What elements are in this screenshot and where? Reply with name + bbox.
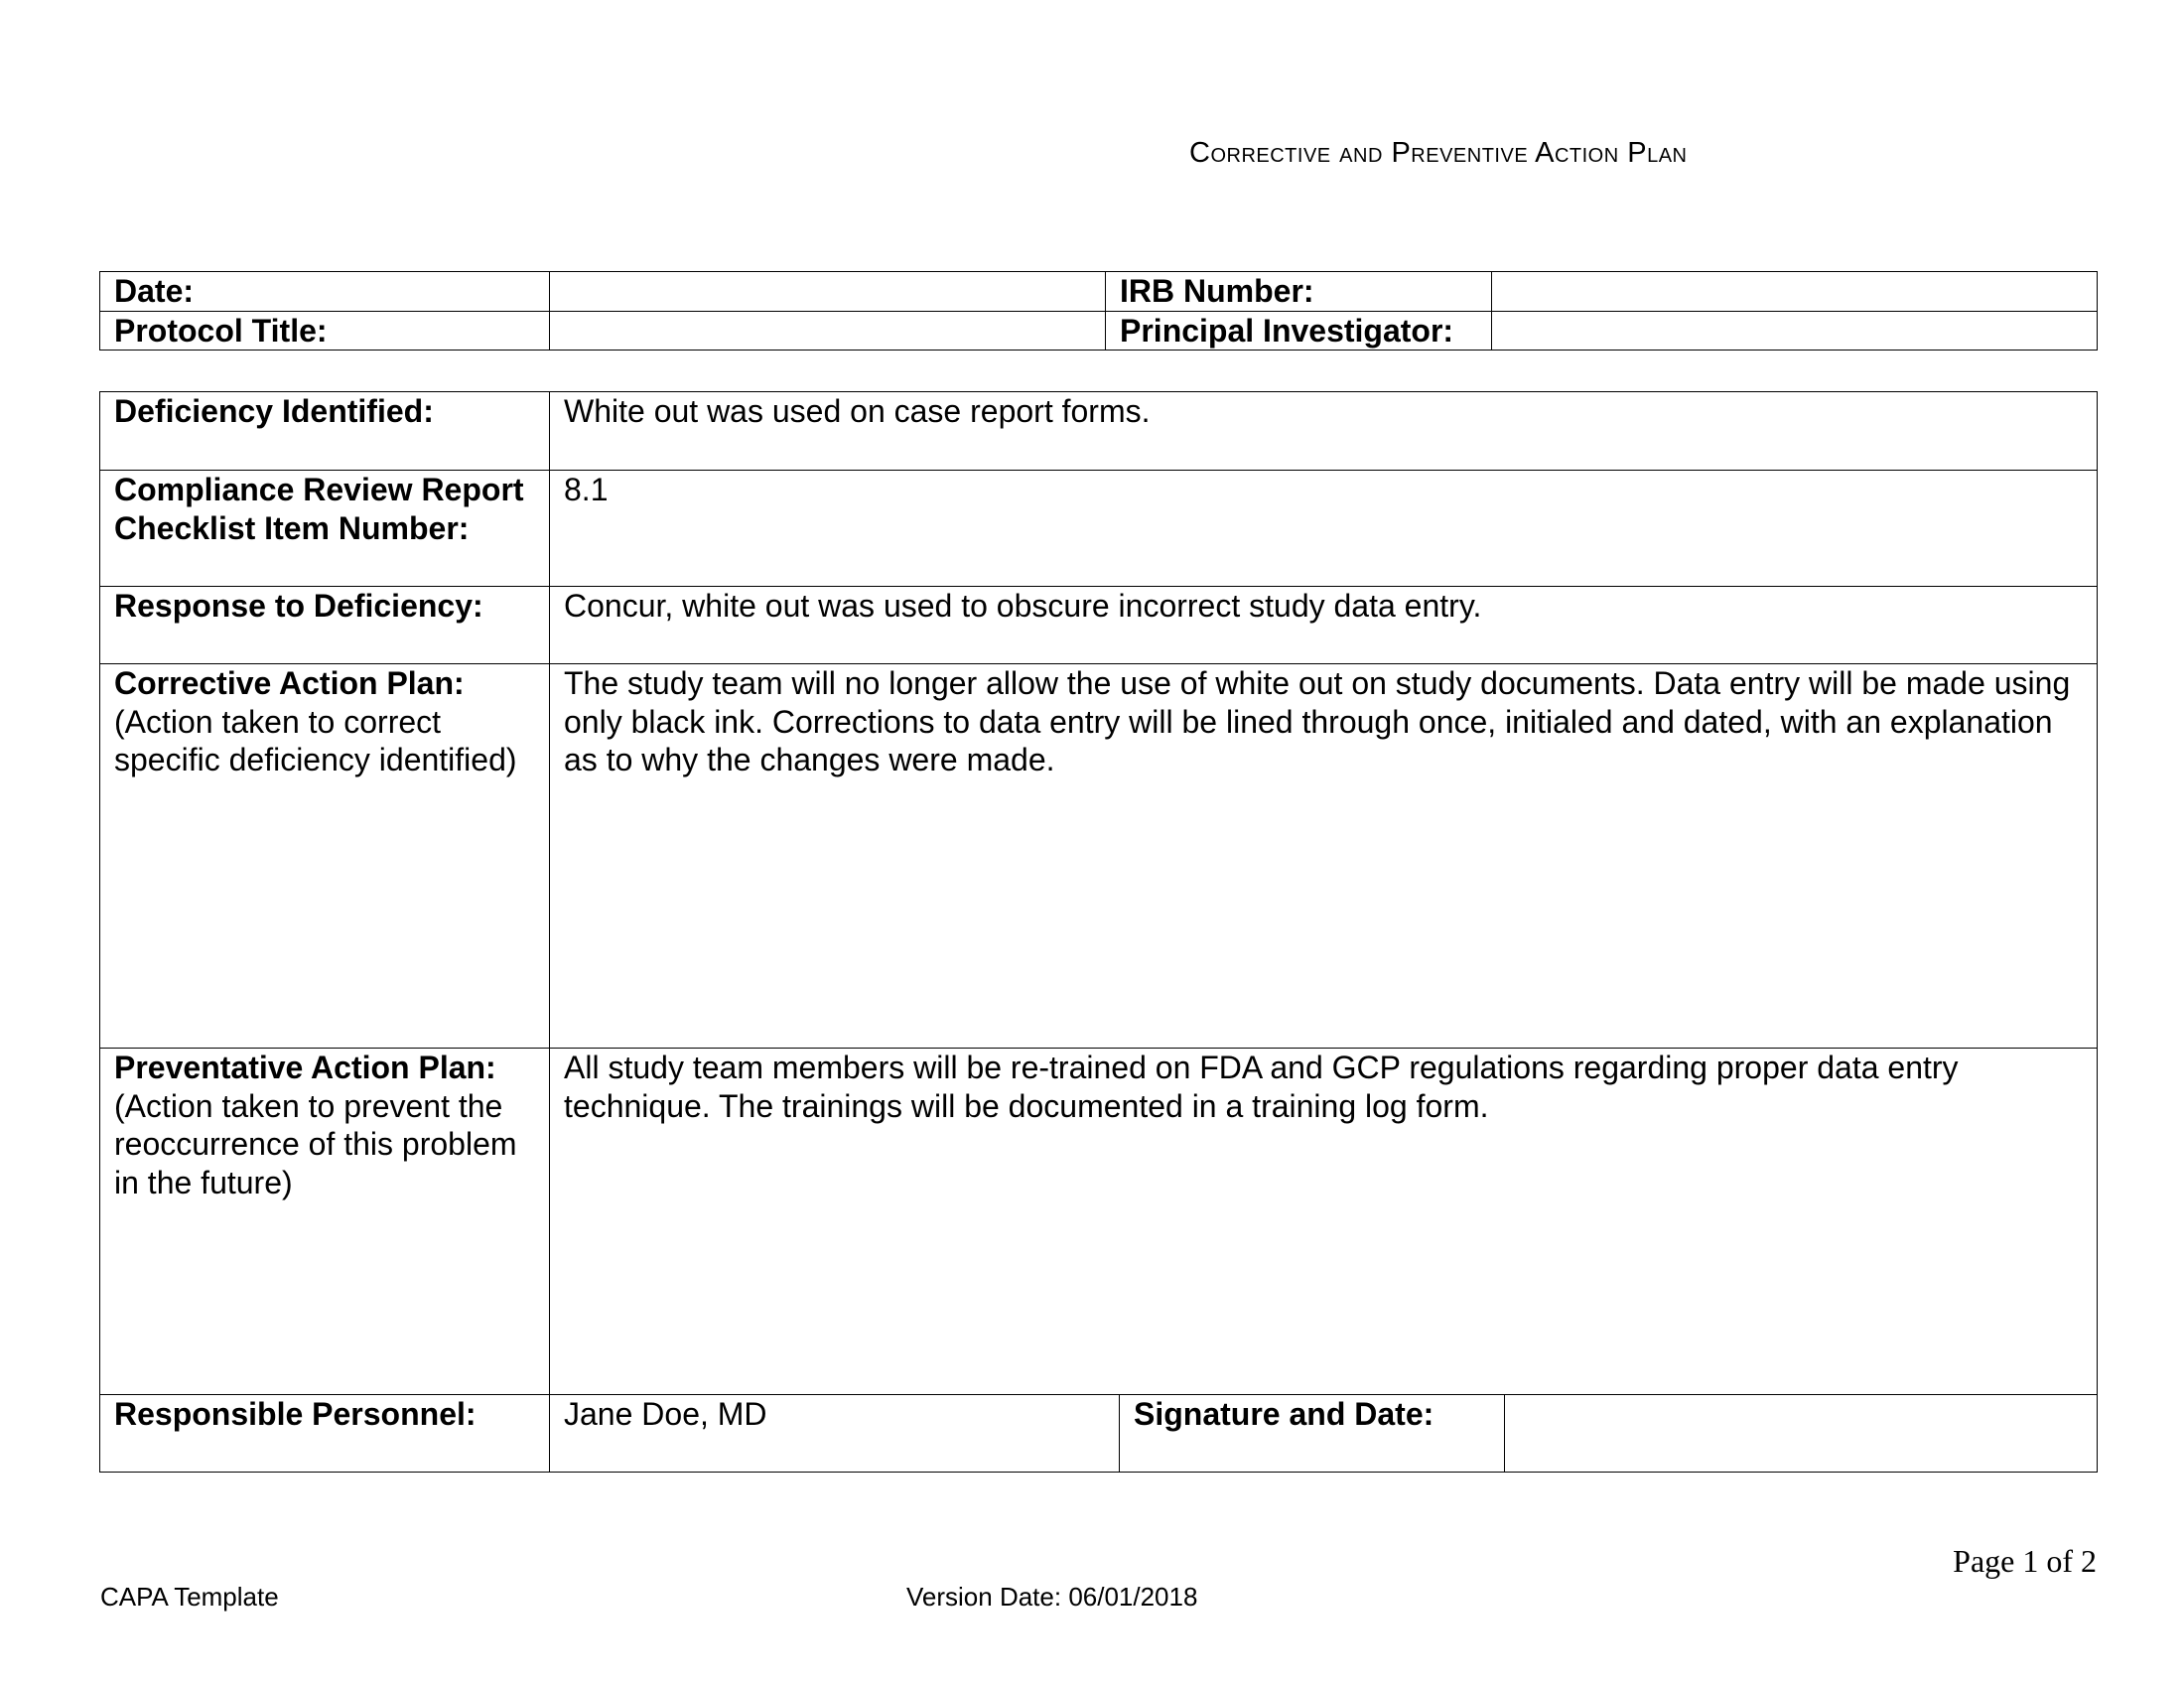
preventative-value[interactable]: All study team members will be re-trained on FDA and GCP regulations regarding proper data entry technique. The trainings will be documented in a training log form.	[550, 1049, 2098, 1395]
deficiency-value[interactable]: White out was used on case report forms.	[550, 392, 2098, 471]
document-title: Corrective and Preventive Action Plan	[1189, 137, 1688, 169]
corrective-label: Corrective Action Plan:	[114, 665, 465, 701]
preventative-label-cell	[100, 1049, 550, 1395]
row-corrective	[100, 664, 2098, 1049]
corrective-value[interactable]: The study team will no longer allow the use of white out on study documents. Data entry will be made using only black ink. Corrections to data entry will be lined through once, initialed and dated, with an explanation as to why the changes were made.	[550, 664, 2098, 1049]
footer-template-name: CAPA Template	[100, 1582, 279, 1612]
principal-investigator-label: Principal Investigator:	[1106, 311, 1492, 351]
corrective-label-cell	[100, 664, 550, 1049]
protocol-title-field[interactable]	[550, 311, 1106, 351]
header-row-protocol	[100, 311, 2098, 351]
preventative-label: Preventative Action Plan:	[114, 1050, 496, 1085]
deficiency-label: Deficiency Identified:	[100, 392, 550, 471]
header-table	[99, 271, 2098, 351]
row-preventative	[100, 1049, 2098, 1395]
preventative-sublabel: (Action taken to prevent the reoccurrence of this problem in the future)	[114, 1087, 517, 1200]
signature-date-label: Signature and Date:	[1120, 1395, 1505, 1473]
capa-table	[99, 391, 2098, 1473]
response-label: Response to Deficiency:	[100, 587, 550, 664]
checklist-item-value[interactable]: 8.1	[550, 471, 2098, 587]
header-row-date	[100, 272, 2098, 312]
protocol-title-label: Protocol Title:	[100, 311, 550, 351]
date-field[interactable]	[550, 272, 1106, 312]
principal-investigator-field[interactable]	[1492, 311, 2098, 351]
date-label: Date:	[100, 272, 550, 312]
page-number: Page 1 of 2	[1953, 1543, 2097, 1579]
checklist-item-label: Compliance Review Report Checklist Item Number:	[100, 471, 550, 587]
row-personnel	[100, 1395, 2098, 1473]
irb-number-field[interactable]	[1492, 272, 2098, 312]
responsible-personnel-value[interactable]: Jane Doe, MD	[550, 1395, 1120, 1473]
corrective-sublabel: (Action taken to correct specific deficiency identified)	[114, 703, 517, 777]
row-response	[100, 587, 2098, 664]
irb-number-label: IRB Number:	[1106, 272, 1492, 312]
footer-version-date: Version Date: 06/01/2018	[906, 1582, 1198, 1612]
responsible-personnel-label: Responsible Personnel:	[100, 1395, 550, 1473]
row-checklist	[100, 471, 2098, 587]
response-value[interactable]: Concur, white out was used to obscure incorrect study data entry.	[550, 587, 2098, 664]
row-deficiency	[100, 392, 2098, 471]
signature-date-field[interactable]	[1505, 1395, 2098, 1473]
